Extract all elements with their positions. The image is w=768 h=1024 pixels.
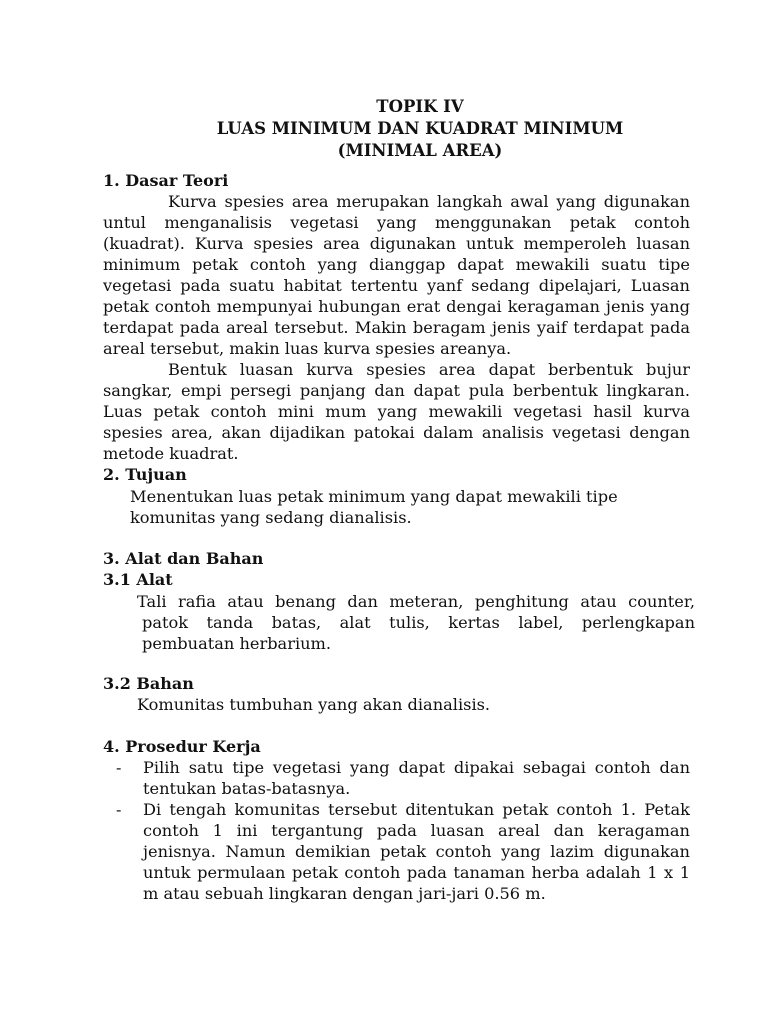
section-3-1-heading: 3.1 Alat [103, 570, 173, 589]
section-2-heading: 2. Tujuan [103, 465, 187, 484]
subtitle: (MINIMAL AREA) [337, 141, 503, 160]
section-1-heading: 1. Dasar Teori [103, 171, 229, 190]
topic-title: TOPIK IV [376, 97, 464, 116]
list-bullet: - [116, 758, 122, 777]
list-item: Pilih satu tipe vegetasi yang dapat dipakai sebagai contoh dan tentukan batas-batasnya. [143, 758, 690, 798]
section-3-2-heading: 3.2 Bahan [103, 674, 194, 693]
section-4-heading: 4. Prosedur Kerja [103, 737, 261, 756]
section-1-paragraph-1: Kurva spesies area merupakan langkah awal yang digunakan untul menganalisis vegetasi yang menggunakan petak contoh (kuadrat). Kurva spesies area digunakan untuk memperoleh luasan minimum petak contoh yang dianggap dapat mewakili suatu tipe vegetasi pada suatu habitat tertentu yanf sedang dipelajari, Luasan petak contoh mempunyai hubungan erat dengai keragaman jenis yang terdapat pada areal tersebut. Makin beragam jenis yaif terdapat pada areal tersebut, makin luas kurva spesies areanya. [103, 192, 690, 358]
section-3-2-paragraph: Komunitas tumbuhan yang akan dianalisis. [137, 695, 491, 714]
section-3-heading: 3. Alat dan Bahan [103, 549, 264, 568]
section-3-1-paragraph: Tali rafia atau benang dan meteran, penghitung atau counter, patok tanda batas, alat tulis, kertas label, perlengkapan pembuatan herbarium. [137, 592, 695, 653]
section-1-paragraph-2: Bentuk luasan kurva spesies area dapat berbentuk bujur sangkar, empi persegi panjang dan dapat pula berbentuk lingkaran. Luas petak contoh mini mum yang mewakili vegetasi hasil kurva spesies area, akan dijadikan patokai dalam analisis vegetasi dengan metode kuadrat. [103, 360, 690, 463]
main-title: LUAS MINIMUM DAN KUADRAT MINIMUM [216, 119, 624, 138]
list-item: Di tengah komunitas tersebut ditentukan petak contoh 1. Petak contoh 1 ini tergantung pada luasan areal dan keragaman jenisnya. Namun demikian petak contoh yang lazim digunakan untuk permulaan petak contoh pada tanaman herba adalah 1 x 1 m atau sebuah lingkaran dengan jari-jari 0.56 m. [143, 800, 690, 903]
list-bullet: - [116, 800, 122, 819]
section-2-paragraph: Menentukan luas petak minimum yang dapat mewakili tipe komunitas yang sedang dianalisis. [130, 487, 618, 527]
